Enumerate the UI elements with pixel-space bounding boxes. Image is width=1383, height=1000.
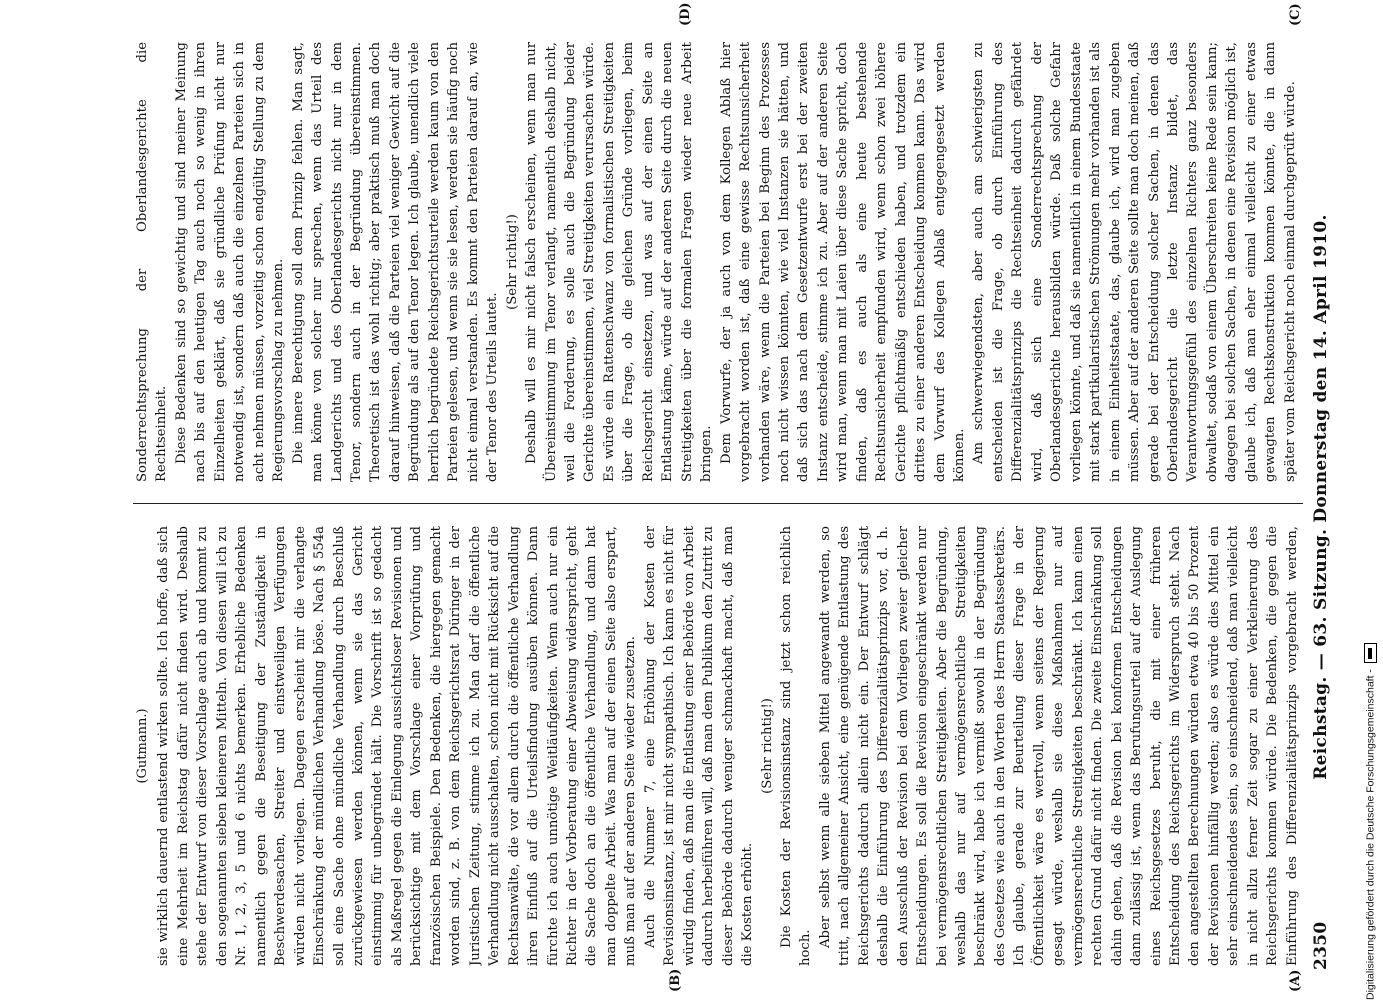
speaker-name: (Gutmann.) bbox=[135, 708, 150, 784]
page-number: 2350 bbox=[1311, 921, 1331, 970]
column-divider bbox=[133, 503, 1303, 504]
margin-marker-a: (A) bbox=[1288, 969, 1303, 992]
applause-note: (Sehr richtig!) bbox=[504, 214, 520, 310]
margin-marker-c: (C) bbox=[1288, 3, 1303, 26]
paragraph: Die Kosten der Revisionsinstanz sind jetzt schon reichlich hoch. bbox=[778, 526, 814, 966]
dfg-logo-icon bbox=[1364, 643, 1377, 663]
document-page bbox=[28, 0, 1383, 1000]
page-title: Reichstag. — 63. Sitzung. Donnerstag den 14. April 1910. bbox=[1311, 214, 1331, 780]
applause-note: (Sehr richtig!) bbox=[759, 698, 775, 794]
digitization-footer bbox=[1364, 0, 1380, 1000]
paragraph: Sonderrechtsprechung der Oberlandesgerichte die Rechtseinheit. bbox=[135, 42, 170, 482]
paragraph: Dem Vorwurfe, der ja auch von dem Kollegen Ablaß hier vorgebracht worden ist, daß eine gewisse Rechtsunsicherheit vorhanden wäre, wenn die Parteien bei Beginn des Prozesses noch nicht wissen könnten, wie viel Instanzen sie hätten, und daß sich das nach dem Gesetzentwurfe erst bei der zweiten Instanz entscheide, stimme ich zu. Aber auf der anderen Seite wird man, wenn man mit Laien über diese Sache spricht, doch finden, daß es auch als eine heute bestehende Rechtsunsicherheit empfunden wird, wenn schon zwei höhere Gerichte pflichtmäßig entschieden haben, und trotzdem ein drittes zu einer anderen Entscheidung kommen kann. Das wird dem Vorwurf des Kollegen Ablaß entgegengesetzt werden können. bbox=[718, 42, 968, 482]
paragraph: Am schwerwiegendsten, aber auch am schwierigsten zu entscheiden ist die Frage, ob durch Einführung des Differenzialitätsprinzips die Rechtseinheit dadurch gefährdet wird, daß sich eine Sonderrechtsprechung der Oberlandesgerichte herausbilden würde. Daß solche Gefahr vorliegen könnte, und daß sie namentlich in einem Bundesstaate mit stark partikularistischen Strömungen mehr vorhanden ist als in einem Einheitsstaate, das, glaube ich, wird man zugeben müssen. Aber auf der anderen Seite sollte man doch meinen, daß gerade bei der Entscheidung solcher Sachen, in denen das Oberlandesgericht die letzte Instanz bildet, das Verantwortungsgefühl des einzelnen Richters ganz besonders obwaltet, sodaß von einem Überschreiten keine Rede sein kann; dagegen bei solchen Sachen, in denen eine Revision möglich ist, glaube ich, daß man eher einmal vielleicht zu einer etwas gewagten Rechtskonstruktion kommen könnte, die in dann später vom Reichsgericht noch einmal durchgeprüft würde. bbox=[971, 42, 1298, 482]
paragraph bbox=[1300, 42, 1303, 482]
paragraph: Deshalb will es mir nicht falsch erscheinen, wenn man nur Übereinstimmung im Tenor verlangt, namentlich deshalb nicht, weil die Forderung, es solle auch die Begründung beider Gerichte übereinstimmen, viel Streitigkeiten verursachen würde. Es würde ein Rattenschwanz von formalistischen Streitigkeiten über die Frage, ob die gleichen Gründe vorliegen, beim Reichsgericht einsetzen, und was auf der einen Seite an Entlastung käme, würde auf der anderen Seite durch die neuen Streitigkeiten über die formalen Fragen wieder neue Arbeit bringen. bbox=[524, 42, 715, 482]
paragraph: Aber selbst wenn alle sieben Mittel angewandt werden, so tritt, nach allgemeiner Ansicht, eine genügende Entlastung des Reichsgerichts dadurch allein nicht ein. Der Entwurf schlägt deshalb die Einführung des Differenzialitätsprinzips vor, d. h. den Ausschluß der Revision bei dem Vorliegen zweier gleicher Entscheidungen. Es soll die Revision eingeschränkt werden nur bei vermögensrechtlichen Streitigkeiten. Aber die Begründung, weshalb das nur auf vermögensrechtliche Streitigkeiten beschränkt wird, habe ich vermißt sowohl in der Begründung des Gesetzes wie auch in den Worten des Herrn Staatssekretärs. Ich glaube, gerade zur Beurteilung dieser Frage in der Öffentlichkeit wäre es wertvoll, wenn seitens der Regierung gesagt würde, weshalb sie diese Maßnahmen nur auf vermögensrechtliche Streitigkeiten beschränkt. Ich kann einen rechten Grund dafür nicht finden. Die zweite Einschränkung soll dahin gehen, daß die Revision bei konformen Entscheidungen dann zulässig ist, wenn das Berufungsurteil auf der Auslegung eines Reichsgesetzes beruht, die mit einer früheren Entscheidung des Reichsgerichts im Widerspruch steht. Nach den angestellten Berechnungen würden etwa 40 bis 50 Prozent der Revisionen hinfällig werden; also es würde dies Mittel ein sehr einschneidendes sein, so einschneidend, daß man vielleicht in nicht allzu ferner Zeit sogar zu einer Verkleinerung des Reichsgerichts kommen würde. Die Bedenken, die gegen die Einführung des Differenzialitätsprinzips vorgebracht werden, bbox=[817, 526, 1300, 966]
paragraph: Auch die Nummer 7, eine Erhöhung der Kosten der Revisionsinstanz, ist mir nicht sympathisch. Ich kann es nicht für würdig finden, daß man die Entlastung einer Behörde von Arbeit dadurch herbeiführen will, daß man dem Publikum den Zutritt zu dieser Behörde dadurch weniger schmackhaft macht, daß man die Kosten erhöht. bbox=[642, 526, 756, 966]
rotated-page-wrapper bbox=[28, 0, 1383, 1000]
right-column bbox=[133, 42, 1303, 482]
left-column bbox=[133, 526, 1303, 966]
footer-text: Digitalisierung gefördert durch die Deutsche Forschungsgemeinschaft - bbox=[1364, 669, 1377, 1000]
margin-marker-b: (B) bbox=[668, 968, 683, 992]
margin-marker-d: (D) bbox=[678, 2, 693, 26]
paragraph: sie wirklich dauernd entlastend wirken sollte. Ich hoffe, daß sich eine Mehrheit im Reichstag dafür nicht finden wird. Deshalb stehe der Entwurf von dieser Vorschlage auch ab und kommt zu den sogenannten sieben kleineren Mitteln. Von diesen will ich zu Nr. 1, 2, 3, 5 und 6 nichts bemerken. Erhebliche Bedenken namentlich gegen die Beseitigung der Zuständigkeit in Beschwerdesachen, Streiter und einstweiligen Verfügungen würden nicht vorliegen. Dagegen erscheint mir die verlangte Einschränkung der mündlichen Verhandlung böse. Nach § 554a soll eine Sache ohne mündliche Verhandlung durch Beschluß zurückgewiesen werden können, wenn sie das Gericht einstimmig für unbegründet hält. Die Vorschrift ist so gedacht als Maßregel gegen die Einlegung aussichtsloser Revisionen und berücksichtige mit dem Vorschlage einer Vorprüfung und französischen Beispiele. Den Bedenken, die hiergegen gemacht worden sind, z. B. von dem Reichsgerichtsrat Düringer in der Juristischen Zeitung, stimme ich zu. Man darf die öffentliche Verhandlung nicht ausschalten, schon nicht mit Rücksicht auf die Rechtsanwälte, die vor allem durch die öffentliche Verhandlung ihren Einfluß auf die Urteilsfindung ausüben können. Dann fürchte ich auch unnötige Weitläufigkeiten. Wenn auch nur ein Richter in der Vorberatung einer Abweisung widerspricht, geht die Sache doch an die öffentliche Verhandlung, und dann hat man doppelte Arbeit. Was man auf der einen Seite also erspart, muß man auf der anderen Seite wieder zusetzen. bbox=[156, 526, 639, 966]
paragraph: Diese Bedenken sind so gewichtig und sind meiner Meinung nach bis auf den heutigen Tag auch noch so wenig in ihren Einzelheiten geklärt, daß sie gründliche Prüfung nicht nur notwendig ist, sondern daß auch die einzelnen Parteien sich in acht nehmen müssen, vorzeitig schon endgültig Stellung zu dem Regierungsvorschlag zu nehmen. bbox=[173, 42, 287, 482]
paragraph: Die innere Berechtigung soll dem Prinzip fehlen. Man sagt, man könne von solcher nur sprechen, wenn das Urteil des Landgerichts und des Oberlandesgerichts nicht nur in dem Tenor, sondern auch in der Begründung übereinstimmen. Theoretisch ist das wohl richtig; aber praktisch muß man doch darauf hinweisen, daß die Parteien viel weniger Gewicht auf die Begründung als auf den Tenor legen. Ich glaube, unendlich viele herrlich begründete Reichsgerichtsurteile werden kaum von den Parteien gelesen, und wenn sie sie lesen, werden sie häufig noch nicht einmal verstanden. Es kommt den Parteien darauf an, wie der Tenor des Urteils lautet. bbox=[290, 42, 501, 482]
page-header bbox=[1311, 24, 1339, 970]
